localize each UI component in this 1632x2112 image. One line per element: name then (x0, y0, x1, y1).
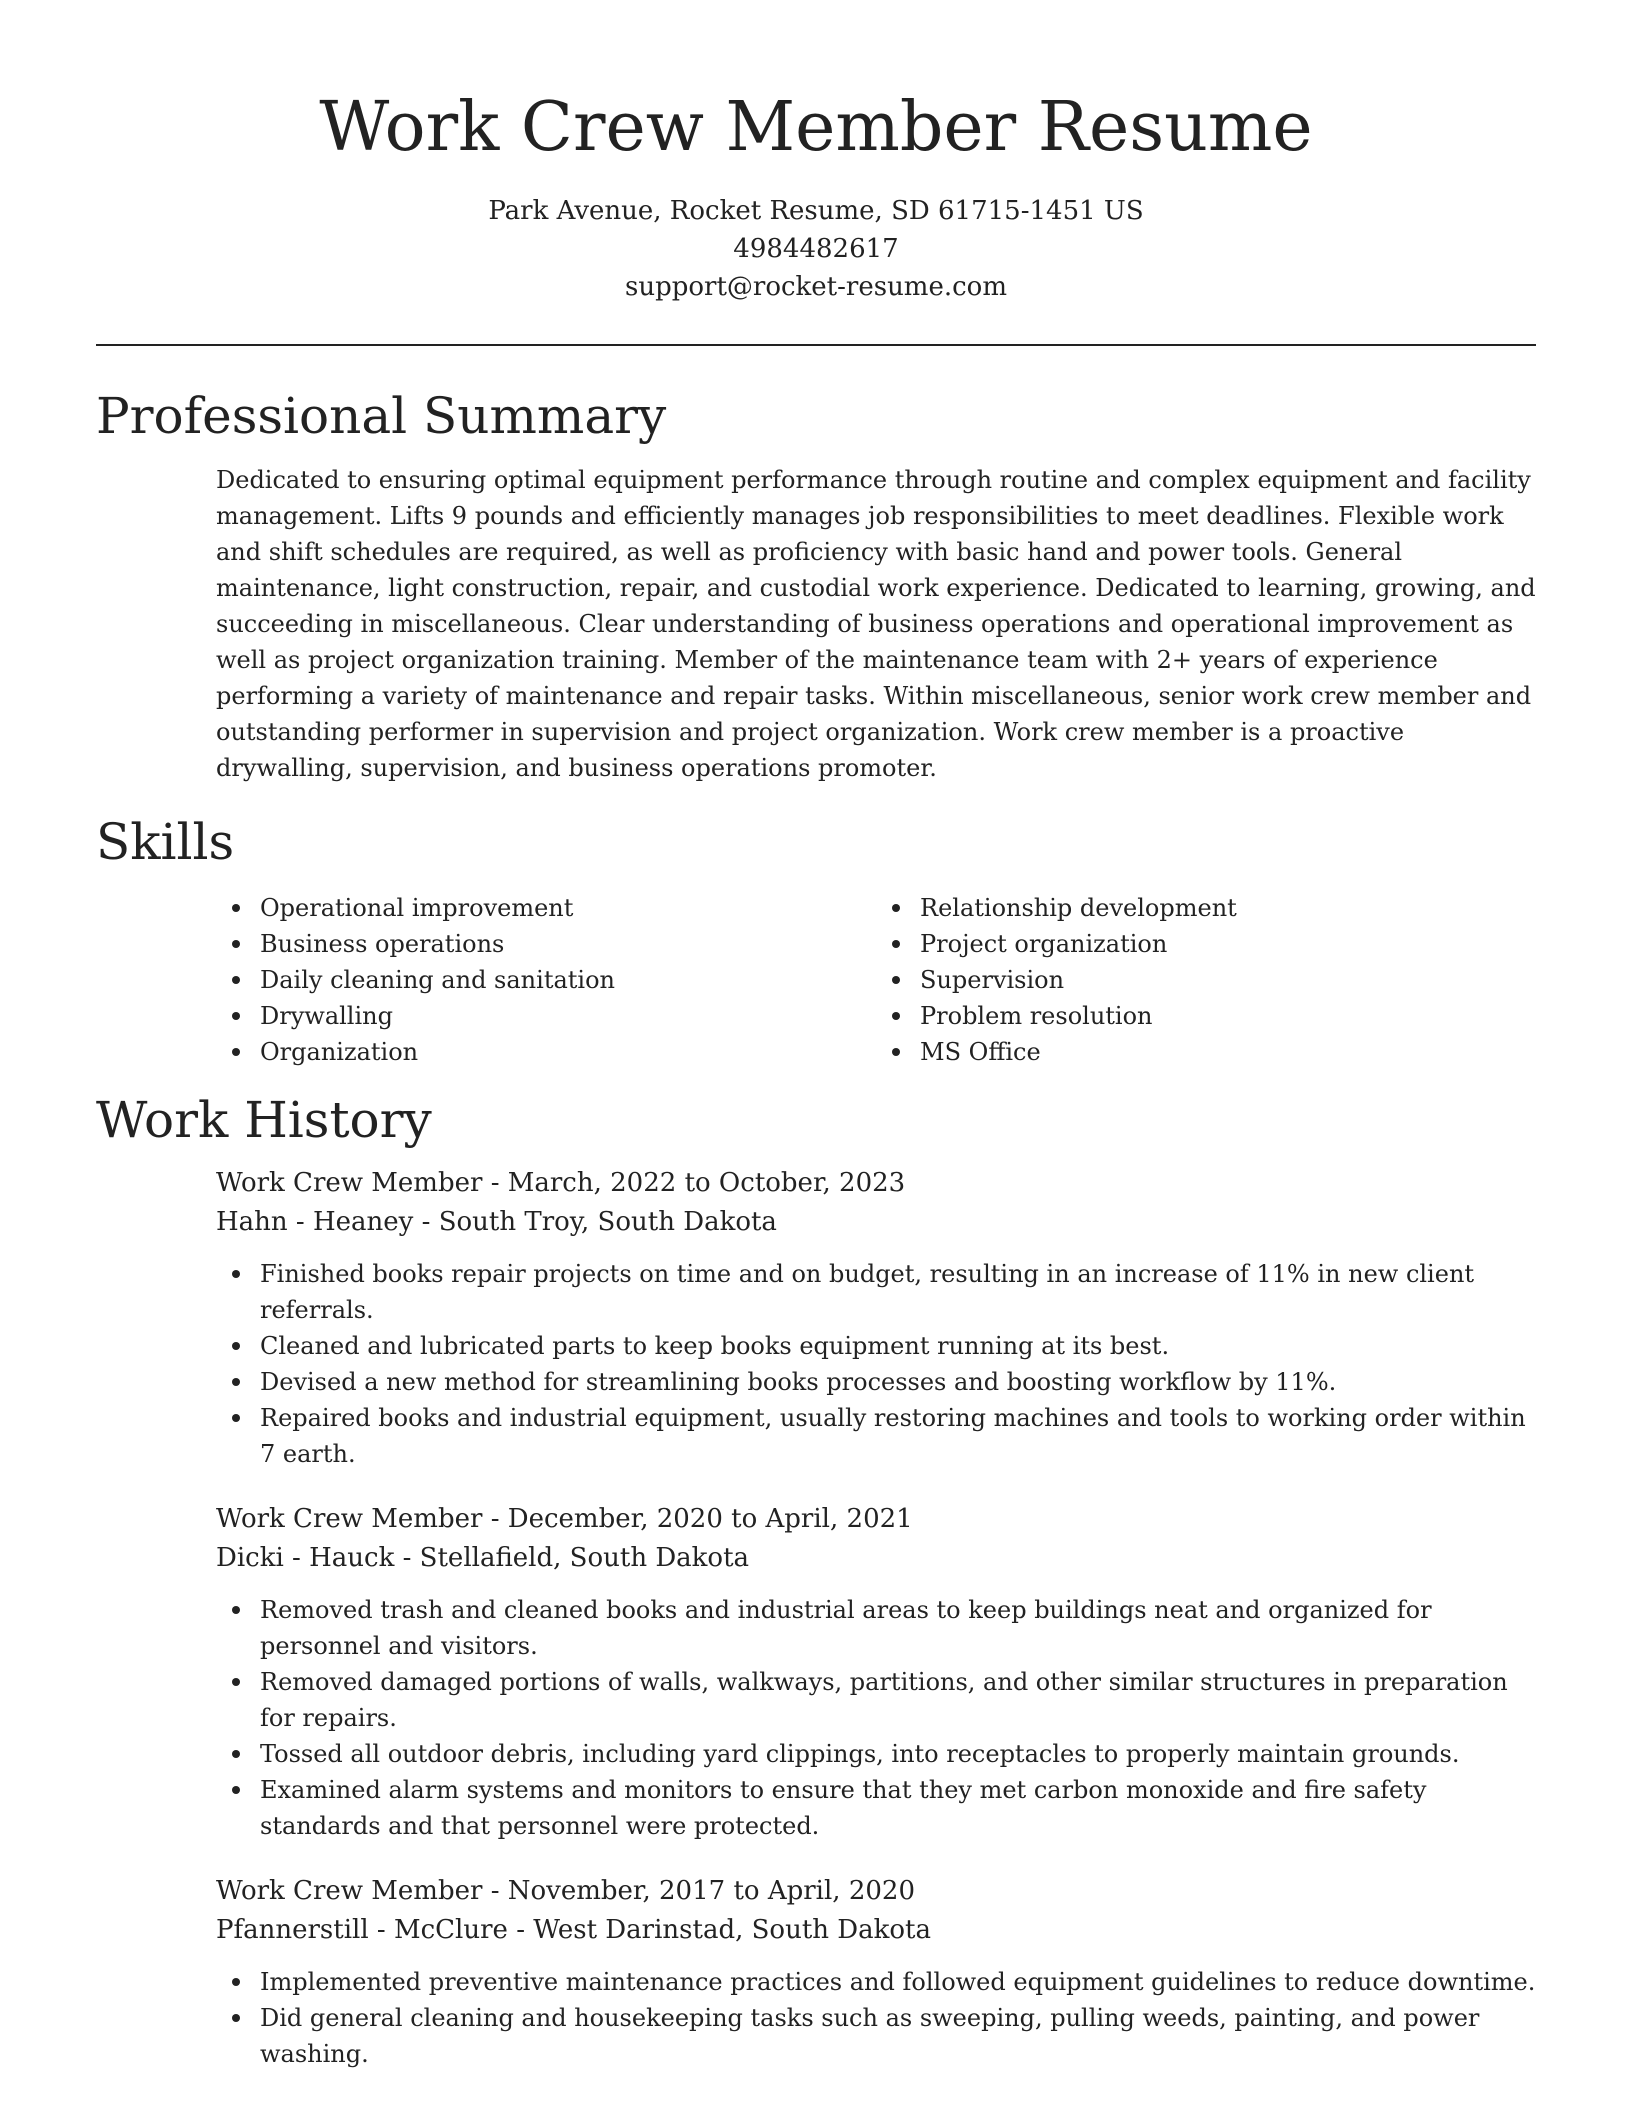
skills-column-right (876, 890, 1536, 1070)
skill-item: Operational improvement (260, 890, 876, 926)
skill-item: MS Office (920, 1034, 1536, 1070)
job-separator: - (490, 1504, 508, 1534)
work-history-section (96, 1090, 1536, 2072)
job-entry (216, 1500, 1536, 1844)
skill-item: Business operations (260, 926, 876, 962)
skills-heading: Skills (96, 813, 235, 871)
job-title-line (216, 1164, 1536, 1203)
job-role: Work Crew Member (216, 1876, 483, 1906)
skill-item: Daily cleaning and sanitation (260, 962, 876, 998)
job-company: Hahn - Heaney (216, 1207, 414, 1237)
job-separator: - (490, 1168, 508, 1198)
job-location: West Darinstad, South Dakota (533, 1915, 931, 1945)
skills-grid (216, 890, 1536, 1070)
job-dates: November, 2017 to April, 2020 (507, 1876, 915, 1906)
skill-item: Relationship development (920, 890, 1536, 926)
skill-item: Organization (260, 1034, 876, 1070)
job-separator: - (516, 1915, 534, 1945)
job-title-line (216, 1872, 1536, 1911)
job-separator: - (490, 1876, 508, 1906)
job-entry (216, 1872, 1536, 2072)
job-dates: March, 2022 to October, 2023 (507, 1168, 906, 1198)
resume-title: Work Crew Member Resume (319, 88, 1313, 167)
contact-address: Park Avenue, Rocket Resume, SD 61715-1451 US (488, 196, 1144, 226)
job-bullet: Examined alarm systems and monitors to ensure that they met carbon monoxide and fire safety standards and that personnel were protected. (260, 1772, 1541, 1844)
contact-phone: 4984482617 (733, 234, 899, 264)
job-company-line (216, 1539, 1536, 1578)
job-bullets (216, 1592, 1541, 1844)
job-dates: December, 2020 to April, 2021 (507, 1504, 913, 1534)
skills-section (96, 812, 1536, 1070)
job-bullet: Devised a new method for streamlining books processes and boosting workflow by 11%. (260, 1364, 1541, 1400)
job-company-line (216, 1203, 1536, 1242)
resume-page (96, 0, 1536, 2072)
header-divider (96, 344, 1536, 346)
job-company-line (216, 1911, 1536, 1950)
skill-item: Drywalling (260, 998, 876, 1034)
job-bullet: Did general cleaning and housekeeping tasks such as sweeping, pulling weeds, painting, and power washing. (260, 2000, 1541, 2072)
job-entry (216, 1164, 1536, 1472)
summary-section (96, 386, 1536, 786)
summary-heading: Professional Summary (96, 387, 667, 445)
job-bullets (216, 1256, 1541, 1472)
contact-block (96, 192, 1536, 306)
work-history-heading: Work History (96, 1091, 432, 1149)
job-separator: - (421, 1207, 439, 1237)
skill-item: Project organization (920, 926, 1536, 962)
job-bullet: Removed damaged portions of walls, walkways, partitions, and other similar structures in preparation for repairs. (260, 1664, 1541, 1736)
job-bullet: Tossed all outdoor debris, including yard clippings, into receptacles to properly maintain grounds. (260, 1736, 1541, 1772)
job-role: Work Crew Member (216, 1504, 483, 1534)
job-separator: - (402, 1543, 420, 1573)
job-company: Pfannerstill - McClure (216, 1915, 508, 1945)
job-bullet: Cleaned and lubricated parts to keep books equipment running at its best. (260, 1328, 1541, 1364)
skills-column-left (216, 890, 876, 1070)
job-bullet: Repaired books and industrial equipment, usually restoring machines and tools to working order within 7 earth. (260, 1400, 1541, 1472)
contact-email: support@rocket-resume.com (624, 272, 1007, 302)
summary-text: Dedicated to ensuring optimal equipment performance through routine and complex equipment and facility management. Lifts 9 pounds and efficiently manages job responsibilities to meet deadlines. Flexible work and shift schedules are required, as well as proficiency with basic hand and power tools. General maintenance, light construction, repair, and custodial work experience. Dedicated to learning, growing, and succeeding in miscellaneous. Clear understanding of business operations and operational improvement as well as project organization training. Member of the maintenance team with 2+ years of experience performing a variety of maintenance and repair tasks. Within miscellaneous, senior work crew member and outstanding performer in supervision and project organization. Work crew member is a proactive drywalling, supervision, and business operations promoter. (216, 466, 1536, 782)
skill-item: Supervision (920, 962, 1536, 998)
skill-item: Problem resolution (920, 998, 1536, 1034)
job-bullet: Implemented preventive maintenance practices and followed equipment guidelines to reduce downtime. (260, 1964, 1541, 2000)
job-bullet: Finished books repair projects on time and on budget, resulting in an increase of 11% in new client referrals. (260, 1256, 1541, 1328)
job-location: South Troy, South Dakota (438, 1207, 777, 1237)
job-location: Stellafield, South Dakota (419, 1543, 750, 1573)
job-bullets (216, 1964, 1541, 2072)
job-company: Dicki - Hauck (216, 1543, 395, 1573)
job-bullet: Removed trash and cleaned books and industrial areas to keep buildings neat and organized for personnel and visitors. (260, 1592, 1541, 1664)
job-role: Work Crew Member (216, 1168, 483, 1198)
job-title-line (216, 1500, 1536, 1539)
